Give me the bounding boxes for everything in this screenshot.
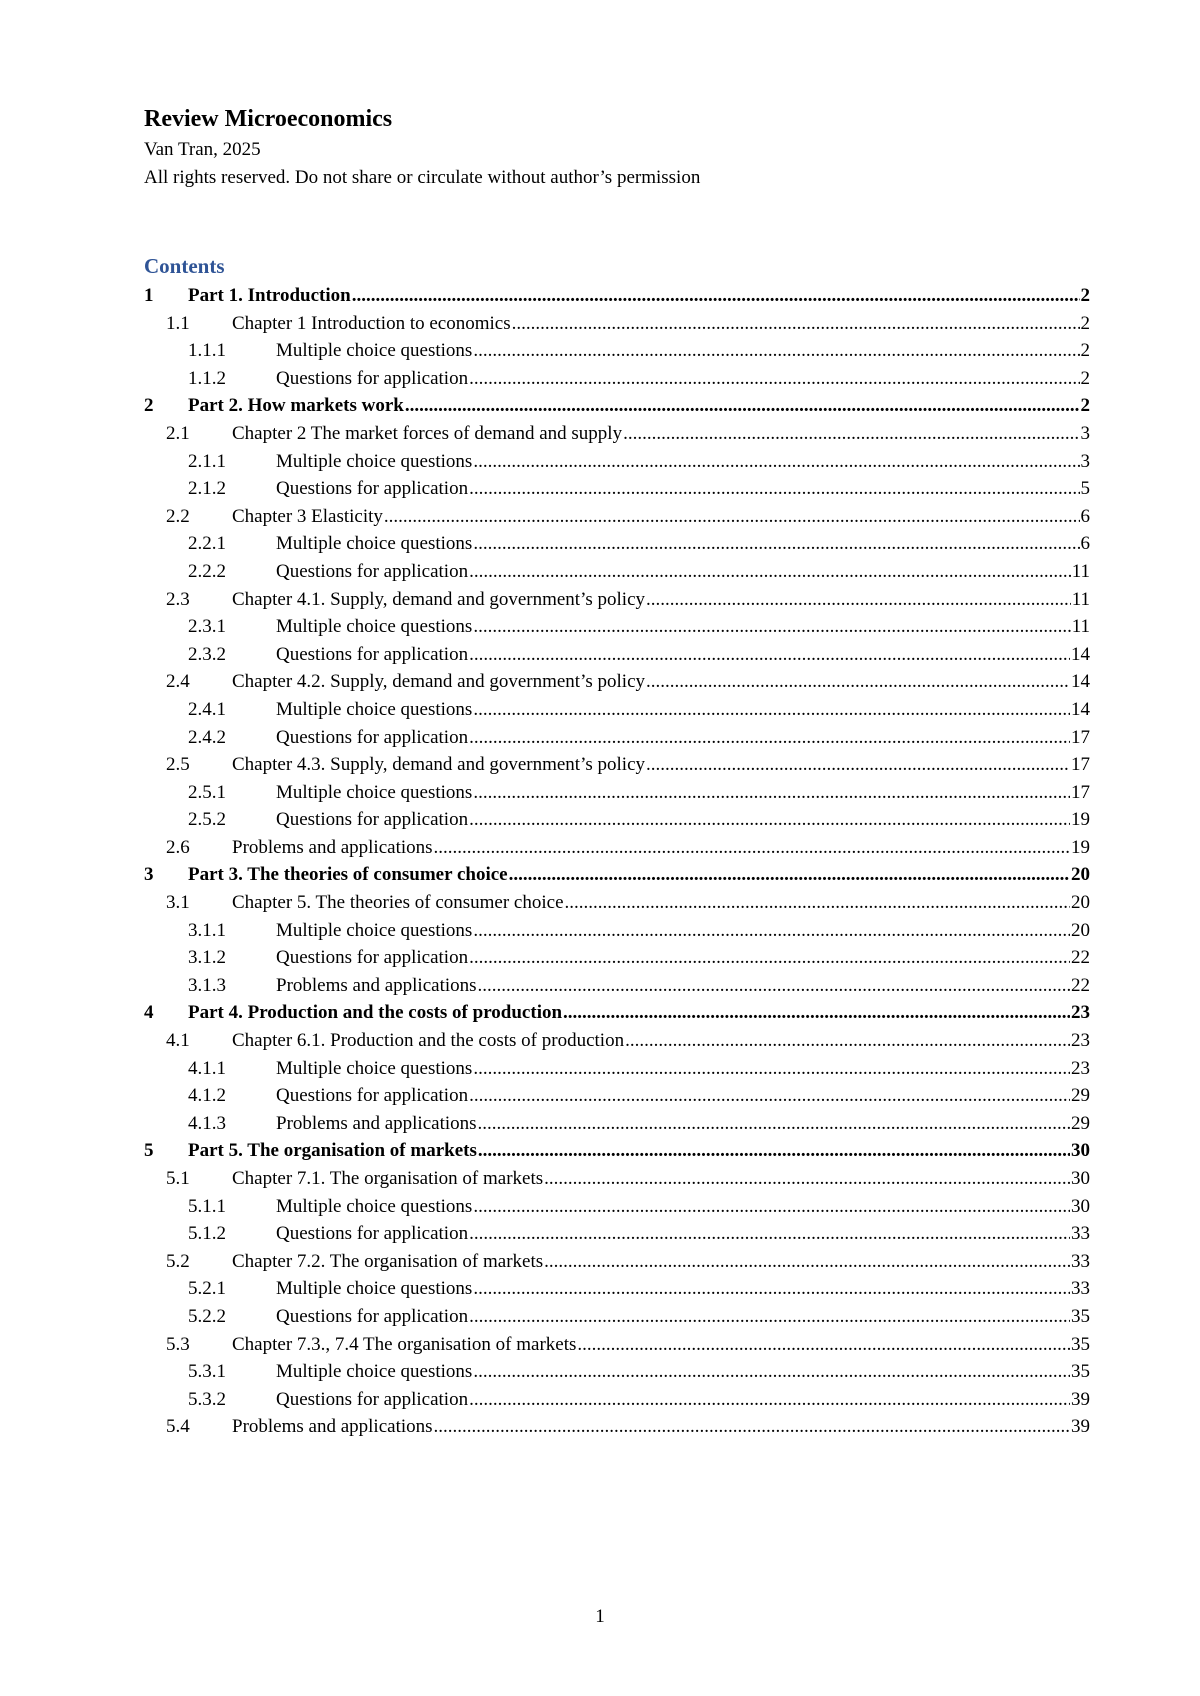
toc-entry-number: 2.1.1 [188,450,226,472]
toc-entry-number: 4.1.3 [188,1112,226,1134]
toc-dot-leader [469,944,1070,972]
toc-entry-5-1[interactable] [144,1165,1090,1193]
toc-entry-page[interactable]: 33 [1071,1250,1090,1272]
toc-entry-2-4-2[interactable] [144,724,1090,752]
toc-entry-page[interactable]: 20 [1071,892,1090,914]
toc-entry-5-3-1[interactable] [144,1358,1090,1386]
toc-entry-number: 5.3.2 [188,1388,226,1410]
toc-entry-number: 2 [144,395,154,417]
toc-dot-leader [469,365,1079,393]
toc-entry-page[interactable]: 20 [1071,919,1090,941]
toc-entry-title[interactable]: Chapter 4.3. Supply, demand and government’s policy [232,754,645,776]
toc-entry-2[interactable] [144,392,1090,420]
toc-entry-number: 5.1.1 [188,1195,226,1217]
toc-entry-page[interactable]: 29 [1071,1112,1090,1134]
toc-entry-3-1-2[interactable] [144,944,1090,972]
toc-dot-leader [473,1358,1070,1386]
toc-entry-page[interactable]: 20 [1071,864,1090,886]
toc-dot-leader [473,530,1079,558]
toc-entry-5-2-1[interactable] [144,1275,1090,1303]
toc-dot-leader [646,751,1070,779]
toc-entry-title[interactable]: Part 2. How markets work [188,395,404,417]
toc-entry-1-1-2[interactable] [144,365,1090,393]
toc-entry-title[interactable]: Part 4. Production and the costs of production [188,1002,563,1024]
toc-entry-page[interactable]: 30 [1071,1195,1090,1217]
toc-entry-title[interactable]: Questions for application [276,1223,469,1245]
toc-entry-page[interactable]: 23 [1071,1057,1090,1079]
toc-dot-leader [469,806,1070,834]
toc-entry-2-3-2[interactable] [144,641,1090,669]
toc-entry-title[interactable]: Multiple choice questions [276,1057,473,1079]
toc-dot-leader [473,779,1070,807]
toc-dot-leader [473,1055,1070,1083]
toc-entry-number: 2.2 [166,505,190,527]
toc-entry-2-1-2[interactable] [144,475,1090,503]
toc-entry-page[interactable]: 35 [1071,1333,1090,1355]
toc-dot-leader [478,972,1070,1000]
toc-dot-leader [623,420,1079,448]
toc-entry-2-2[interactable] [144,503,1090,531]
toc-entry-5-2-2[interactable] [144,1303,1090,1331]
toc-entry-page[interactable]: 39 [1071,1416,1090,1438]
toc-entry-page[interactable]: 11 [1071,616,1090,638]
toc-dot-leader [577,1331,1070,1359]
toc-entry-4-1-2[interactable] [144,1082,1090,1110]
toc-entry-title[interactable]: Multiple choice questions [276,781,473,803]
toc-entry-title[interactable]: Multiple choice questions [276,340,473,362]
toc-entry-title[interactable]: Questions for application [276,1085,469,1107]
toc-entry-page[interactable]: 5 [1080,478,1090,500]
toc-entry-number: 3.1 [166,892,190,914]
toc-dot-leader [544,1165,1070,1193]
toc-entry-number: 2.3 [166,588,190,610]
toc-entry-2-2-2[interactable] [144,558,1090,586]
toc-dot-leader [469,1220,1070,1248]
toc-dot-leader [434,834,1070,862]
toc-entry-page[interactable]: 33 [1071,1223,1090,1245]
toc-entry-title[interactable]: Chapter 6.1. Production and the costs of production [232,1030,625,1052]
toc-dot-leader [509,861,1070,889]
toc-entry-number: 1.1 [166,312,190,334]
toc-entry-page[interactable]: 22 [1071,947,1090,969]
toc-entry-number: 2.4.1 [188,698,226,720]
toc-entry-5-3-2[interactable] [144,1386,1090,1414]
toc-entry-number: 1.1.1 [188,340,226,362]
toc-entry-number: 2.4 [166,671,190,693]
toc-dot-leader [478,1110,1070,1138]
toc-entry-number: 2.1.2 [188,478,226,500]
toc-entry-number: 1 [144,285,154,306]
document-title: Review Microeconomics [144,106,393,132]
rights-notice: All rights reserved. Do not share or circulate without author’s permission [144,167,701,188]
toc-dot-leader [473,448,1079,476]
toc-entry-number: 2.3.2 [188,643,226,665]
toc-dot-leader [473,917,1070,945]
toc-entry-2-5[interactable] [144,751,1090,779]
toc-entry-1-1[interactable] [144,310,1090,338]
toc-entry-title[interactable]: Questions for application [276,726,469,748]
toc-entry-title[interactable]: Questions for application [276,947,469,969]
toc-entry-page[interactable]: 2 [1080,285,1090,306]
toc-entry-title[interactable]: Multiple choice questions [276,1195,473,1217]
toc-entry-number: 5.4 [166,1416,190,1438]
toc-entry-2-4-1[interactable] [144,696,1090,724]
toc-entry-page[interactable]: 11 [1071,560,1090,582]
toc-dot-leader [469,641,1070,669]
toc-entry-number: 5 [144,1140,154,1162]
toc-entry-page[interactable]: 19 [1071,809,1090,831]
toc-dot-leader [473,1275,1070,1303]
toc-dot-leader [469,1303,1070,1331]
toc-entry-page[interactable]: 17 [1071,726,1090,748]
toc-entry-page[interactable]: 2 [1080,395,1090,417]
table-of-contents [144,282,1090,1441]
toc-entry-number: 2.2.1 [188,533,226,555]
toc-entry-number: 2.5 [166,754,190,776]
toc-entry-page[interactable]: 22 [1071,974,1090,996]
toc-dot-leader [469,1082,1070,1110]
toc-entry-number: 4.1 [166,1030,190,1052]
toc-entry-number: 3 [144,864,154,886]
toc-entry-number: 2.6 [166,836,190,858]
toc-dot-leader [469,1386,1070,1414]
toc-entry-page[interactable]: 39 [1071,1388,1090,1410]
toc-entry-2-3-1[interactable] [144,613,1090,641]
toc-entry-page[interactable]: 23 [1071,1002,1090,1024]
toc-entry-2-5-2[interactable] [144,806,1090,834]
toc-dot-leader [469,558,1071,586]
toc-entry-4-1-1[interactable] [144,1055,1090,1083]
toc-entry-page[interactable]: 23 [1071,1030,1090,1052]
toc-entry-title[interactable]: Problems and applications [232,836,433,858]
toc-entry-page[interactable]: 35 [1071,1361,1090,1383]
toc-entry-3[interactable] [144,861,1090,889]
toc-entry-title[interactable]: Problems and applications [276,1112,477,1134]
toc-entry-1[interactable] [144,282,1090,310]
toc-dot-leader [512,310,1080,338]
toc-dot-leader [352,282,1080,310]
toc-dot-leader [544,1248,1070,1276]
toc-entry-number: 3.1.3 [188,974,226,996]
toc-entry-2-1[interactable] [144,420,1090,448]
toc-entry-2-2-1[interactable] [144,530,1090,558]
toc-entry-number: 2.3.1 [188,616,226,638]
toc-entry-2-6[interactable] [144,834,1090,862]
toc-dot-leader [473,613,1070,641]
toc-entry-number: 5.2.1 [188,1278,226,1300]
toc-entry-number: 5.3.1 [188,1361,226,1383]
toc-dot-leader [384,503,1080,531]
toc-dot-leader [646,586,1071,614]
toc-dot-leader [473,1193,1070,1221]
toc-entry-title[interactable]: Multiple choice questions [276,616,473,638]
toc-entry-page[interactable]: 14 [1071,671,1090,693]
toc-dot-leader [473,696,1070,724]
toc-entry-number: 2.5.2 [188,809,226,831]
toc-entry-5-1-1[interactable] [144,1193,1090,1221]
toc-entry-number: 5.2.2 [188,1305,226,1327]
toc-entry-number: 2.1 [166,422,190,444]
toc-entry-number: 4.1.1 [188,1057,226,1079]
toc-dot-leader [563,999,1070,1027]
toc-entry-4-1-3[interactable] [144,1110,1090,1138]
toc-entry-number: 2.5.1 [188,781,226,803]
toc-entry-title[interactable]: Problems and applications [232,1416,433,1438]
toc-entry-5[interactable] [144,1137,1090,1165]
toc-entry-2-4[interactable] [144,668,1090,696]
toc-entry-number: 5.1.2 [188,1223,226,1245]
toc-entry-number: 4 [144,1002,154,1024]
toc-entry-2-1-1[interactable] [144,448,1090,476]
toc-entry-page[interactable]: 30 [1071,1140,1090,1162]
toc-dot-leader [473,337,1079,365]
toc-entry-number: 1.1.2 [188,367,226,389]
toc-entry-title[interactable]: Chapter 4.1. Supply, demand and government’s policy [232,588,645,610]
toc-entry-4[interactable] [144,999,1090,1027]
toc-entry-page[interactable]: 19 [1071,836,1090,858]
toc-entry-title[interactable]: Chapter 7.2. The organisation of markets [232,1250,544,1272]
toc-entry-3-1-3[interactable] [144,972,1090,1000]
toc-entry-title[interactable]: Part 5. The organisation of markets [188,1140,477,1162]
toc-entry-title[interactable]: Questions for application [276,643,469,665]
toc-entry-5-3[interactable] [144,1331,1090,1359]
toc-entry-number: 3.1.2 [188,947,226,969]
toc-entry-page[interactable]: 30 [1071,1168,1090,1189]
toc-entry-page[interactable]: 2 [1080,312,1090,334]
toc-entry-page[interactable]: 2 [1080,340,1090,362]
toc-entry-5-2[interactable] [144,1248,1090,1276]
toc-entry-title[interactable]: Chapter 3 Elasticity [232,505,383,527]
toc-entry-page[interactable]: 2 [1080,367,1090,389]
author-line: Van Tran, 2025 [144,139,261,160]
toc-entry-title[interactable]: Chapter 2 The market forces of demand and supply [232,422,623,444]
toc-entry-page[interactable]: 17 [1071,781,1090,803]
toc-entry-page[interactable]: 33 [1071,1278,1090,1300]
toc-dot-leader [646,668,1070,696]
toc-entry-title[interactable]: Problems and applications [276,974,477,996]
toc-entry-2-5-1[interactable] [144,779,1090,807]
page-number: 1 [595,1606,605,1627]
toc-dot-leader [469,475,1079,503]
toc-entry-page[interactable]: 3 [1080,422,1090,444]
toc-entry-title[interactable]: Questions for application [276,1388,469,1410]
toc-entry-page[interactable]: 35 [1071,1305,1090,1327]
toc-dot-leader [405,392,1080,420]
toc-entry-title[interactable]: Questions for application [276,478,469,500]
toc-entry-title[interactable]: Chapter 5. The theories of consumer choice [232,892,564,914]
toc-entry-title[interactable]: Chapter 1 Introduction to economics [232,312,511,334]
toc-entry-number: 2.2.2 [188,560,226,582]
toc-entry-page[interactable]: 11 [1071,588,1090,610]
toc-dot-leader [565,889,1070,917]
toc-entry-title[interactable]: Multiple choice questions [276,919,473,941]
toc-entry-number: 4.1.2 [188,1085,226,1107]
toc-entry-title[interactable]: Chapter 7.1. The organisation of markets [232,1168,544,1189]
toc-entry-title[interactable]: Chapter 4.2. Supply, demand and government’s policy [232,671,645,693]
toc-entry-page[interactable]: 3 [1080,450,1090,472]
toc-entry-number: 5.2 [166,1250,190,1272]
toc-entry-title[interactable]: Multiple choice questions [276,533,473,555]
toc-entry-title[interactable]: Part 3. The theories of consumer choice [188,864,508,886]
toc-entry-2-3[interactable] [144,586,1090,614]
toc-entry-5-4[interactable] [144,1413,1090,1441]
toc-dot-leader [434,1413,1070,1441]
toc-entry-page[interactable]: 14 [1071,643,1090,665]
toc-entry-5-1-2[interactable] [144,1220,1090,1248]
toc-entry-page[interactable]: 17 [1071,754,1090,776]
toc-entry-page[interactable]: 6 [1080,533,1090,555]
toc-entry-number: 3.1.1 [188,919,226,941]
toc-entry-1-1-1[interactable] [144,337,1090,365]
toc-dot-leader [478,1137,1070,1165]
toc-heading: Contents [144,254,225,278]
toc-entry-3-1[interactable] [144,889,1090,917]
toc-entry-title[interactable]: Questions for application [276,367,469,389]
toc-entry-title[interactable]: Chapter 7.3., 7.4 The organisation of markets [232,1333,577,1355]
toc-dot-leader [625,1027,1070,1055]
toc-entry-title[interactable]: Multiple choice questions [276,1278,473,1300]
toc-entry-page[interactable]: 29 [1071,1085,1090,1107]
toc-entry-3-1-1[interactable] [144,917,1090,945]
toc-entry-title[interactable]: Questions for application [276,560,469,582]
toc-entry-title[interactable]: Multiple choice questions [276,1361,473,1383]
toc-entry-number: 2.4.2 [188,726,226,748]
toc-entry-title[interactable]: Multiple choice questions [276,450,473,472]
toc-entry-number: 5.1 [166,1168,190,1189]
toc-entry-4-1[interactable] [144,1027,1090,1055]
toc-entry-page[interactable]: 6 [1080,505,1090,527]
toc-entry-title[interactable]: Multiple choice questions [276,698,473,720]
toc-entry-number: 5.3 [166,1333,190,1355]
toc-entry-page[interactable]: 14 [1071,698,1090,720]
toc-entry-title[interactable]: Part 1. Introduction [188,285,351,306]
toc-entry-title[interactable]: Questions for application [276,809,469,831]
toc-entry-title[interactable]: Questions for application [276,1305,469,1327]
toc-dot-leader [469,724,1070,752]
